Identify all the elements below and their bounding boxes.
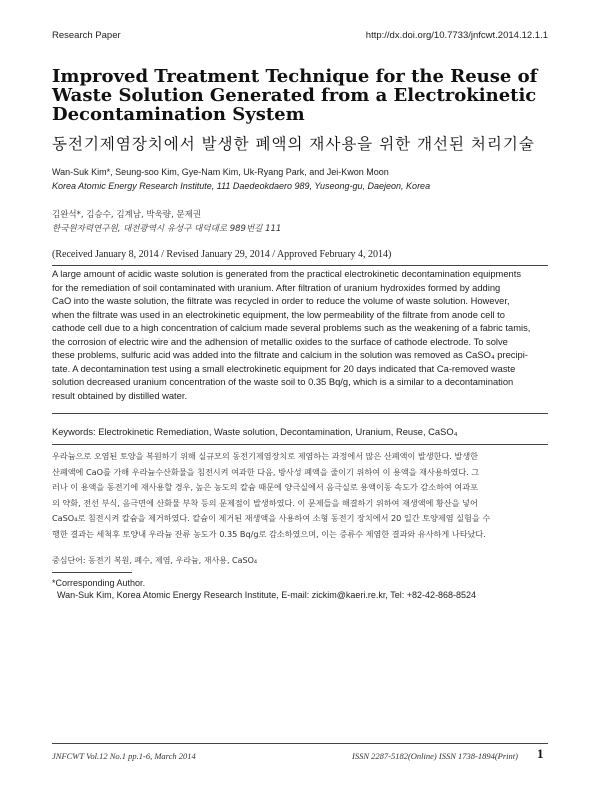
abstract-bottom-rule	[52, 413, 548, 414]
abstract-line: cathode cell due to a high concentration of calcium made several problems such as the weakening of a fabric tamis,	[52, 323, 531, 334]
paper-type-label: Research Paper	[52, 30, 121, 41]
korean-affiliation: 한국원자력연구원, 대전광역시 유성구 대덕대로 989번길 111	[52, 224, 282, 234]
keywords-rule	[52, 444, 548, 445]
abstract-top-rule	[52, 265, 548, 266]
journal-citation: JNFCWT Vol.12 No.1 pp.1-6, March 2014	[52, 751, 196, 761]
korean-abstract-line: 러나 이 용액을 동전기에 재사용할 경우, 높은 농도의 칼슘 때문에 양극실에서 음극실로 용액이동 속도가 감소하여 여과포	[52, 482, 478, 492]
corresponding-label: *Corresponding Author.	[52, 578, 146, 588]
received-dates: (Received January 8, 2014 / Revised January 29, 2014 / Approved February 4, 2014)	[52, 249, 392, 260]
korean-abstract-line: 의 약화, 전선 부식, 음극면에 산화물 부착 등의 문제점이 발생하였다. 이 문제들을 해결하기 위하여 재생액에 황산을 넣어	[52, 497, 478, 508]
abstract-line: when the filtrate was used in an electrokinetic equipment, the low permeability of the filtrate from anode cell to	[52, 309, 505, 320]
doi-link[interactable]: http://dx.doi.org/10.7733/jnfcwt.2014.12.1.1	[365, 30, 548, 41]
affiliation: Korea Atomic Energy Research Institute, 111 Daedeokdaero 989, Yuseong-gu, Daejeon, Korea	[52, 181, 431, 191]
abstract-line: the corrosion of electric wire and the adhension of metallic oxides to the surface of cathode electrode. To solve	[52, 336, 508, 347]
korean-title: 동전기제염장치에서 발생한 폐액의 재사용을 위한 개선된 처리기술	[52, 135, 535, 153]
abstract-line: CaO into the waste solution, the filtrate was recycled in order to reduce the volume of waste solution. However,	[52, 296, 510, 307]
abstract	[52, 268, 548, 403]
abstract-line: these problems, sulfuric acid was added into the filtrate and calcium in the solution was removed as CaSO₄ precipi-	[52, 350, 528, 361]
abstract-line: result obtained by distilled water.	[52, 390, 188, 401]
korean-abstract	[52, 449, 548, 542]
korean-abstract-line: CaSO₄로 침전시켜 칼슘을 제거하였다. 칼슘이 제거된 재생액을 사용하여 소형 동전기 장치에서 20 일간 토양제염 실험을 수	[52, 513, 491, 523]
abstract-line: A large amount of acidic waste solution is generated from the practical electrokinetic decontamination equipments	[52, 269, 522, 279]
footer-rule	[52, 743, 548, 744]
korean-abstract-line: 행한 결과는 세척후 토양내 우라늄 잔류 농도가 0.35 Bq/g로 감소하였으며, 이는 증류수 제염한 결과와 유사하게 나타났다.	[52, 528, 486, 539]
paper-title: Improved Treatment Technique for the Reuse of Waste Solution Generated from a Electrokinetic Decontamination System	[52, 66, 538, 125]
author-list: Wan-Suk Kim*, Seung-soo Kim, Gye-Nam Kim, Uk-Ryang Park, and Jei-Kwon Moon	[52, 167, 389, 177]
keywords: Keywords: Electrokinetic Remediation, Waste solution, Decontamination, Uranium, Reuse, CaSO₄	[52, 427, 458, 437]
page-number: 1	[537, 746, 544, 761]
abstract-line: for the remediation of soil contaminated with uranium. After filtration of uranium hydroxides formed by adding	[52, 282, 501, 293]
korean-author-list: 김완석*, 김승수, 김계남, 박욱량, 문제권	[52, 210, 202, 220]
korean-abstract-line: 산폐액에 CaO를 가해 우라늄수산화물을 침전시켜 여과한 다음, 방사성 폐액을 줄이기 위하여 이 용액을 재사용하였다. 그	[52, 466, 480, 477]
abstract-line: solution decreased uranium concentration of the waste soil to 0.35 Bq/g, which is a similar to a decontamination	[52, 377, 514, 388]
abstract-line: tate. A decontamination test using a small electrokinetic equipment for 20 days indicated that Ca-removed waste	[52, 363, 516, 374]
footnote-rule	[52, 572, 132, 573]
corresponding-author	[52, 577, 476, 601]
korean-abstract-line: 우라늄으로 오염된 토양을 복원하기 위해 실규모의 동전기제염장치로 제염하는 과정에서 많은 산폐액이 발생한다. 발생한	[52, 451, 479, 461]
issn-info: ISSN 2287-5182(Online) ISSN 1738-1894(Print)	[352, 751, 518, 761]
korean-keywords: 중심단어: 동전기 복원, 폐수, 제염, 우라늄, 재사용, CaSO₄	[52, 556, 258, 565]
corresponding-detail: Wan-Suk Kim, Korea Atomic Energy Research Institute, E-mail: zickim@kaeri.re.kr, Tel: +82-42-868-8524	[57, 590, 477, 600]
